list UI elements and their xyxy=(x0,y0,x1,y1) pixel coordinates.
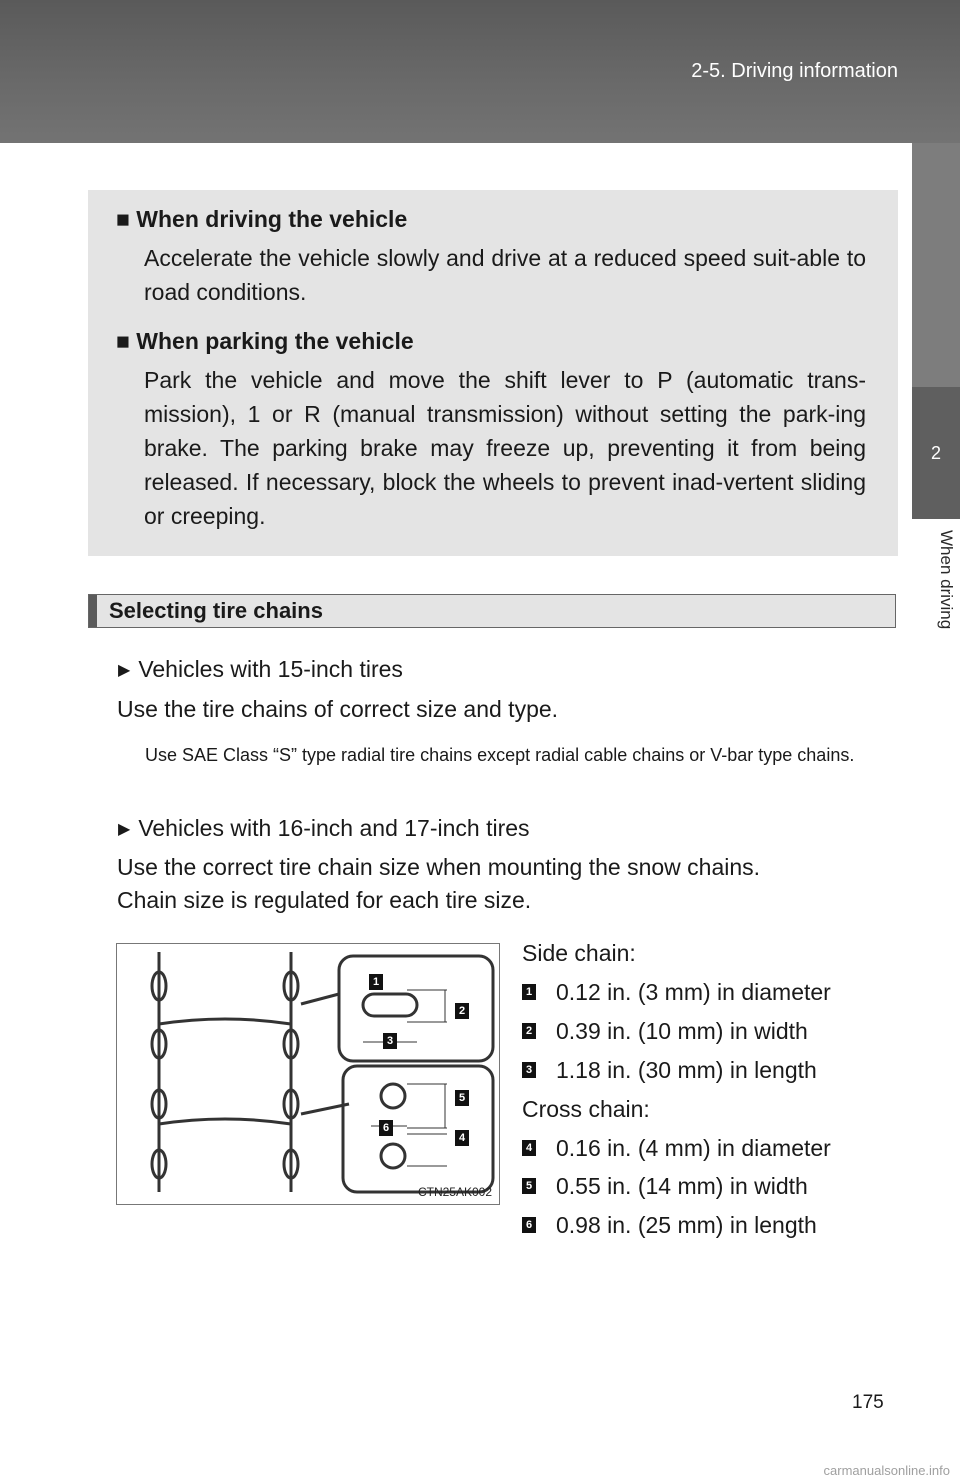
spec-cross-width: 0.55 in. (14 mm) in width xyxy=(556,1173,808,1199)
side-tab-top xyxy=(912,143,960,387)
figure-callout-4: 4 xyxy=(455,1130,469,1146)
parking-text: Park the vehicle and move the shift lever to P (automatic trans-mission), 1 or R (manual transmission) without setting the park-ing brake. The parking brake may freeze up, preventing it from being released. If necessary, block the wheels to prevent inad-vertent sliding or creeping. xyxy=(144,367,866,529)
info-box xyxy=(88,190,898,556)
cross-chain-detail-frame xyxy=(343,1066,493,1192)
spec-num-1: 1 xyxy=(522,984,536,1000)
figure-code: CTN25AK002 xyxy=(417,1185,492,1199)
figure-callout-1: 1 xyxy=(369,974,383,990)
watermark: carmanualsonline.info xyxy=(823,1463,950,1478)
v16-line1: Use the correct tire chain size when mounting the snow chains. xyxy=(117,854,761,880)
figure-callout-6: 6 xyxy=(379,1120,393,1136)
parking-heading-text: When parking the vehicle xyxy=(136,328,414,354)
page-number: 175 xyxy=(852,1392,884,1413)
v16-heading-text: Vehicles with 16-inch and 17-inch tires xyxy=(138,815,530,841)
side-link-detail xyxy=(363,994,417,1016)
spec-side-diameter: 0.12 in. (3 mm) in diameter xyxy=(556,979,831,1005)
chapter-number-tab: 2 xyxy=(912,387,960,519)
cross-link-detail xyxy=(381,1144,405,1168)
v15-heading-text: Vehicles with 15-inch tires xyxy=(138,656,403,682)
spec-cross-diameter: 0.16 in. (4 mm) in diameter xyxy=(556,1135,831,1161)
driving-text: Accelerate the vehicle slowly and drive at a reduced speed suit-able to road conditions. xyxy=(144,245,866,305)
figure-callout-5: 5 xyxy=(455,1090,469,1106)
section-title-bar xyxy=(88,594,896,628)
parking-heading xyxy=(116,328,414,355)
v15-heading xyxy=(118,656,403,683)
side-chain-lines xyxy=(159,952,291,1192)
triangle-arrow-icon: ▶ xyxy=(118,662,131,679)
spec-side-width: 0.39 in. (10 mm) in width xyxy=(556,1018,808,1044)
spec-side-length: 1.18 in. (30 mm) in length xyxy=(556,1057,817,1083)
cross-link-detail xyxy=(381,1084,405,1108)
page-header xyxy=(0,0,960,143)
section-accent xyxy=(89,595,97,627)
triangle-arrow-icon: ▶ xyxy=(118,821,131,838)
spec-num-4: 4 xyxy=(522,1140,536,1156)
spec-num-3: 3 xyxy=(522,1062,536,1078)
chain-illustration xyxy=(117,944,499,1204)
spec-num-5: 5 xyxy=(522,1178,536,1194)
spec-num-2: 2 xyxy=(522,1023,536,1039)
figure-callout-2: 2 xyxy=(455,1003,469,1019)
square-bullet-icon: ■ xyxy=(116,328,137,354)
chapter-side-label: When driving xyxy=(937,530,956,630)
v16-line2: Chain size is regulated for each tire size. xyxy=(117,887,532,913)
spec-cross-length: 0.98 in. (25 mm) in length xyxy=(556,1212,817,1238)
spec-num-6: 6 xyxy=(522,1217,536,1233)
cross-chains xyxy=(159,1019,291,1124)
cross-chain-heading: Cross chain: xyxy=(522,1096,650,1122)
v15-text: Use the tire chains of correct size and type. xyxy=(117,696,559,722)
square-bullet-icon: ■ xyxy=(116,206,137,232)
side-chain-heading: Side chain: xyxy=(522,940,636,966)
figure-callout-3: 3 xyxy=(383,1033,397,1049)
driving-heading xyxy=(116,206,407,233)
tire-chain-figure xyxy=(116,943,500,1205)
driving-heading-text: When driving the vehicle xyxy=(136,206,408,232)
v15-note: Use SAE Class “S” type radial tire chains except radial cable chains or V-bar type chains. xyxy=(145,745,855,765)
v16-heading xyxy=(118,815,530,842)
section-title: Selecting tire chains xyxy=(109,598,323,623)
cross-width-dimension xyxy=(407,1084,447,1128)
chapter-title: 2-5. Driving information xyxy=(691,60,898,82)
